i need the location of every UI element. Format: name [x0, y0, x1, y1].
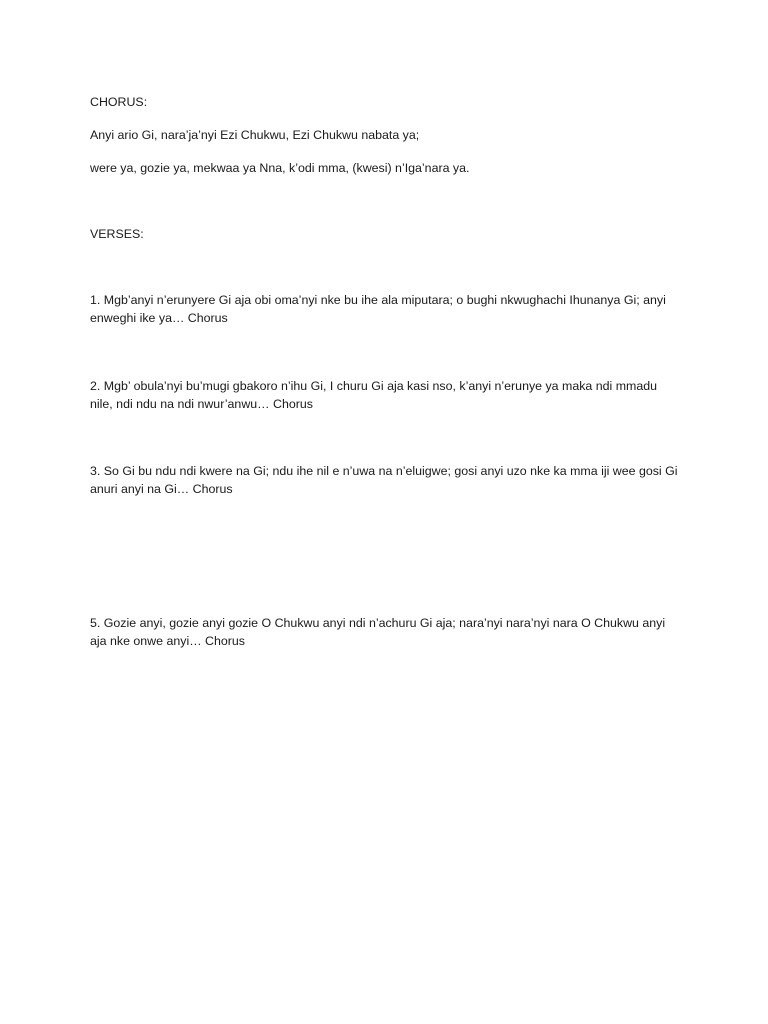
verse-1: 1. Mgb’anyi n’erunyere Gi aja obi oma’nyi nke bu ihe ala miputara; o bughi nkwughachi Ihunanya Gi; anyi enweghi ike ya… Chorus [90, 293, 666, 325]
verse-3: 3. So Gi bu ndu ndi kwere na Gi; ndu ihe nil e n’uwa na n’eluigwe; gosi anyi uzo nke ka mma iji wee gosi Gi anuri anyi na Gi… Chorus [90, 464, 678, 496]
verse-5: 5. Gozie anyi, gozie anyi gozie O Chukwu anyi ndi n’achuru Gi aja; nara’nyi nara’nyi nara O Chukwu anyi aja nke onwe anyi… Chorus [90, 616, 666, 648]
chorus-heading: CHORUS: [90, 95, 148, 109]
chorus-line-1: Anyi ario Gi, nara’ja’nyi Ezi Chukwu, Ezi Chukwu nabata ya; [90, 128, 420, 142]
verses-heading: VERSES: [90, 227, 144, 241]
verse-2: 2. Mgb’ obula’nyi bu’mugi gbakoro n’ihu Gi, I churu Gi aja kasi nso, k’anyi n’erunye ya maka ndi mmadu nile, ndi ndu na ndi nwur’anwu… Chorus [90, 379, 658, 411]
chorus-line-2: were ya, gozie ya, mekwaa ya Nna, k’odi mma, (kwesi) n’Iga’nara ya. [90, 161, 470, 175]
